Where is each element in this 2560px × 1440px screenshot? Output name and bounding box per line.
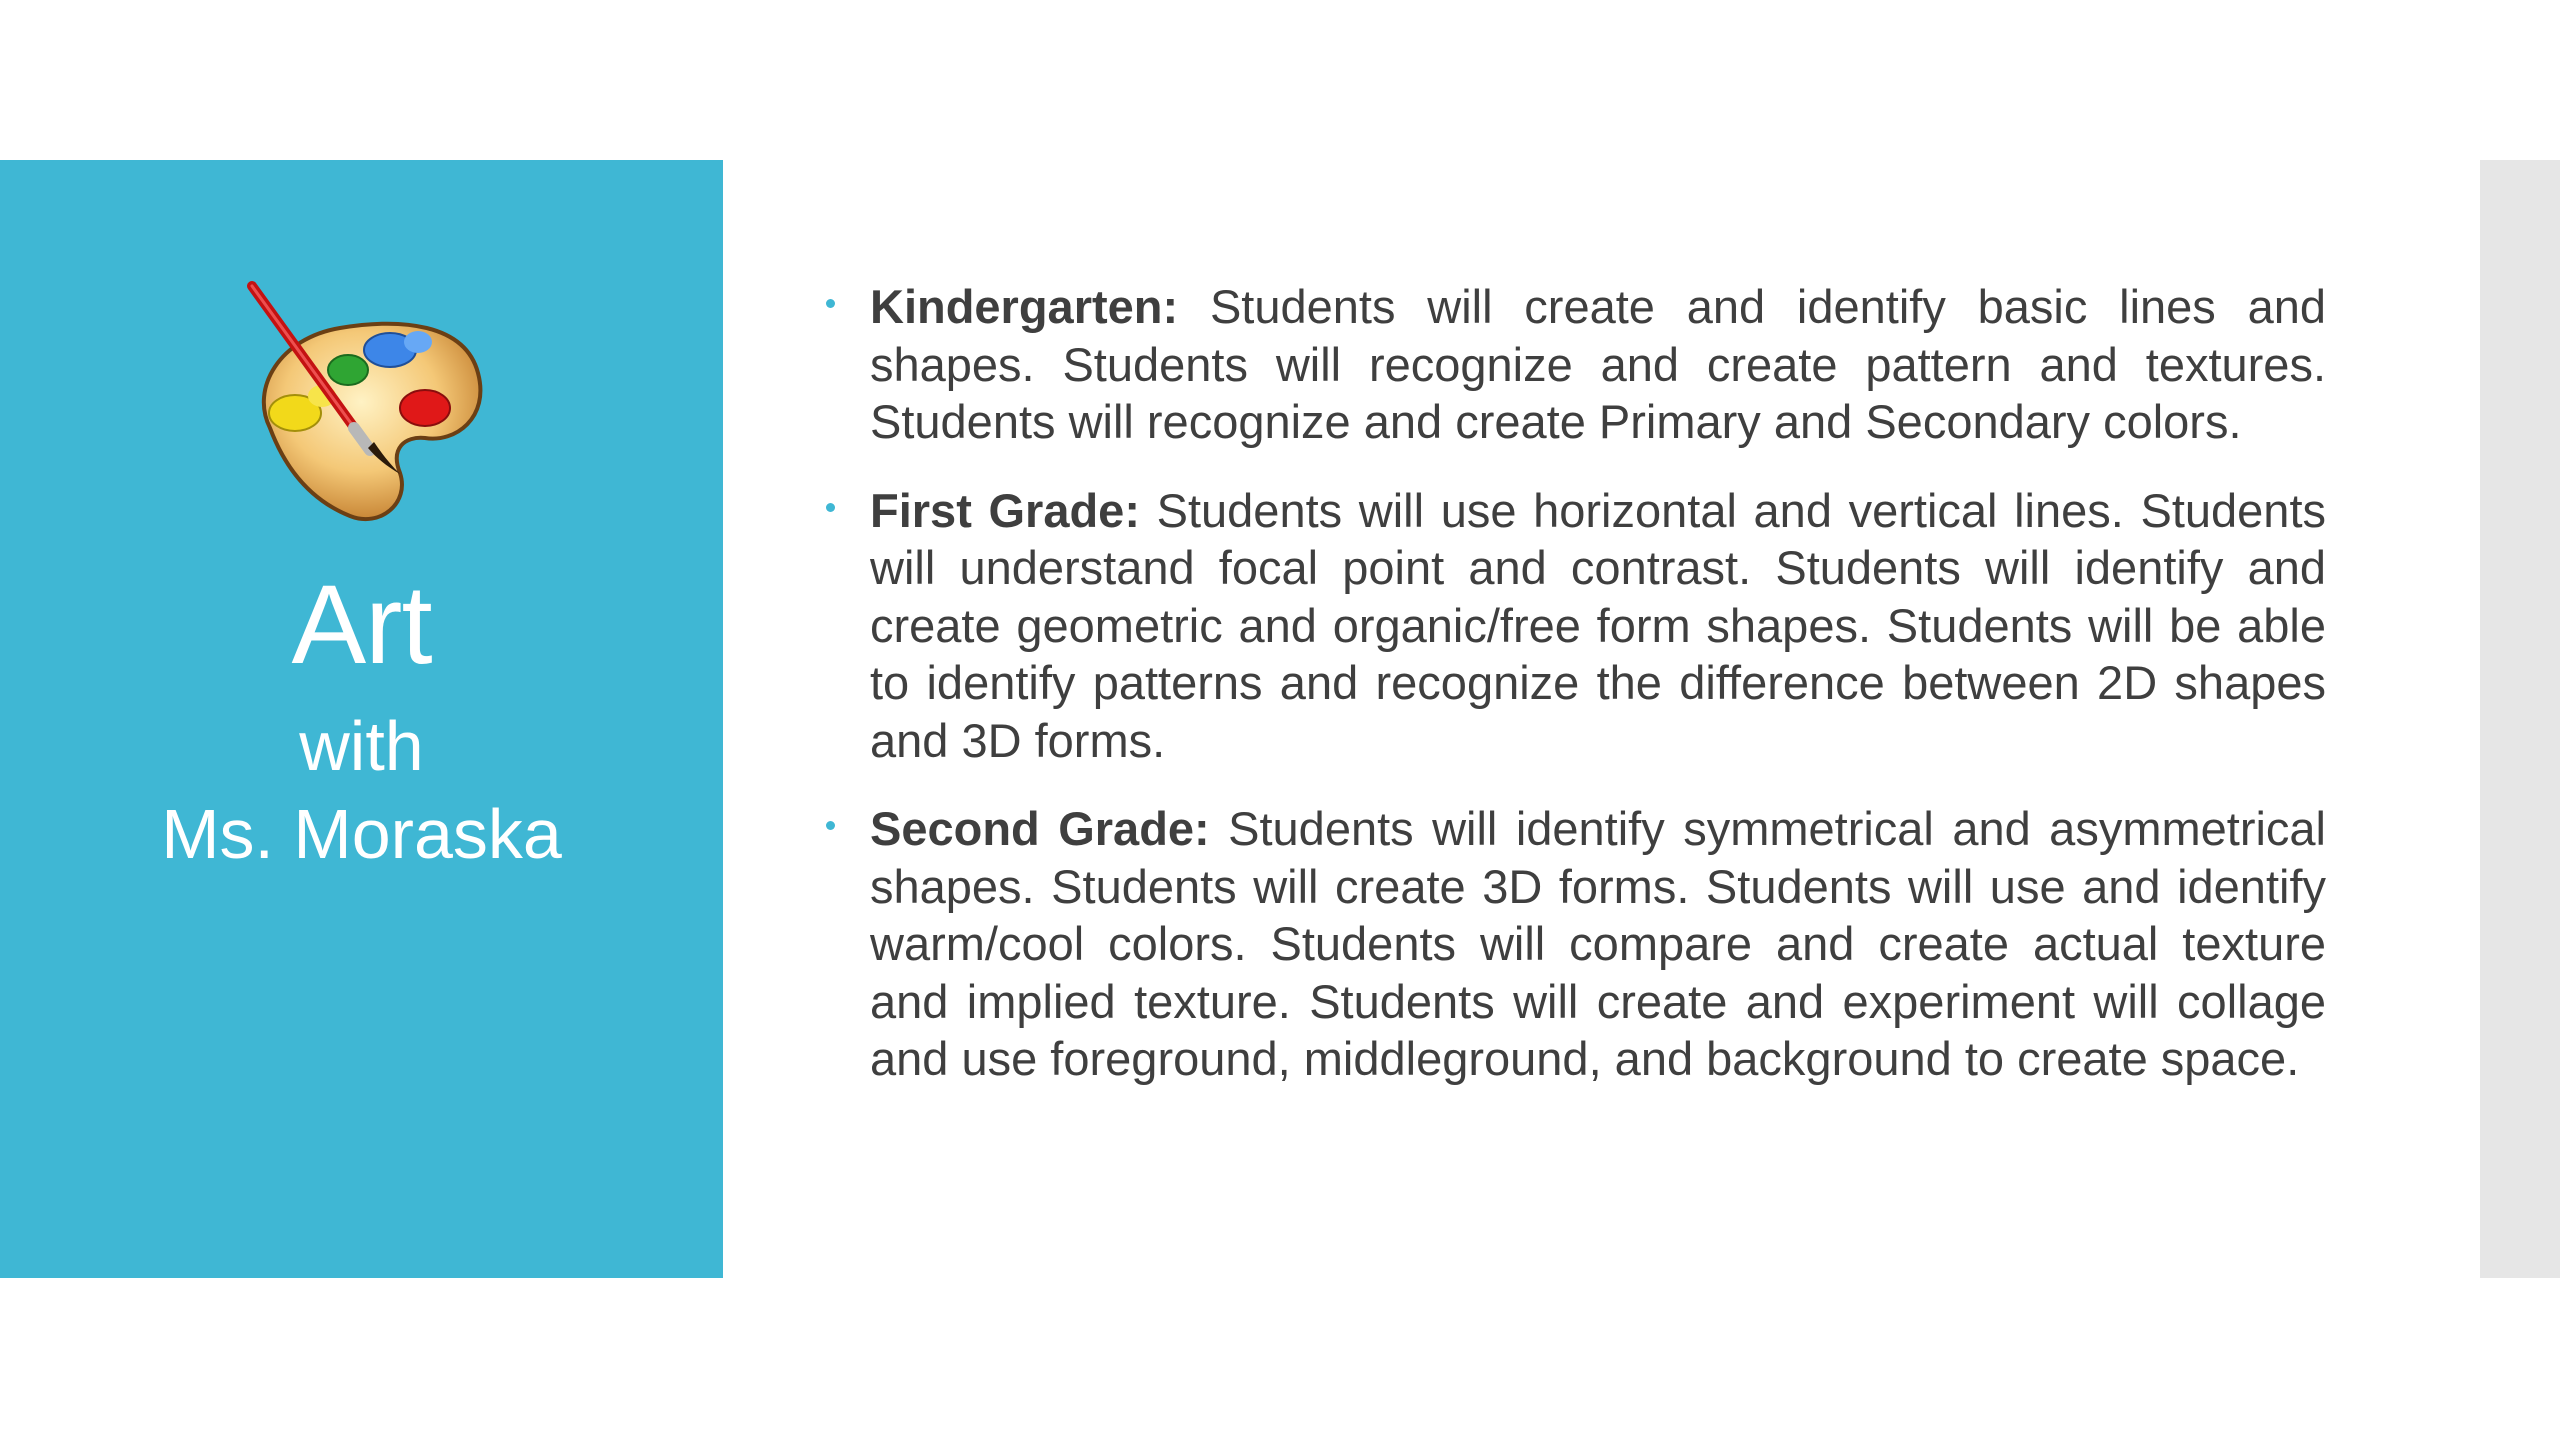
list-item-second-grade	[826, 800, 2326, 1088]
slide-title: Art	[291, 562, 432, 687]
grade-description: Students will identify symmetrical and asymmetrical shapes. Students will create 3D forms. Students will use and identify warm/cool colors. Students will compare and create actual texture and implied texture. Students will create and experiment will collage and use foreground, middleground, and background to create space.	[870, 802, 2326, 1085]
list-item-first-grade	[826, 482, 2326, 770]
paint-palette-icon	[240, 278, 490, 538]
grade-term: Second Grade:	[870, 802, 1229, 855]
bullet-list	[826, 278, 2326, 1119]
subtitle-line-with: with	[299, 707, 424, 785]
subtitle-line-name: Ms. Moraska	[161, 795, 562, 873]
bullet-icon	[826, 299, 835, 308]
list-item-kindergarten	[826, 278, 2326, 451]
grade-term: Kindergarten:	[870, 280, 1210, 333]
bullet-icon	[826, 821, 835, 830]
right-edge-strip	[2480, 160, 2560, 1278]
grade-description: Students will create and identify basic lines and shapes. Students will recognize and create pattern and textures. Students will recognize and create Primary and Secondary colors.	[870, 280, 2326, 448]
slide-subtitle	[0, 702, 723, 878]
grade-term: First Grade:	[870, 483, 1157, 537]
grade-description: Students will use horizontal and vertical lines. Students will understand focal point and contrast. Students will identify and create geometric and organic/free form shapes. Students will be able to identify patterns and recognize the difference between 2D shapes and 3D forms.	[870, 483, 2327, 767]
bullet-icon	[826, 503, 835, 512]
